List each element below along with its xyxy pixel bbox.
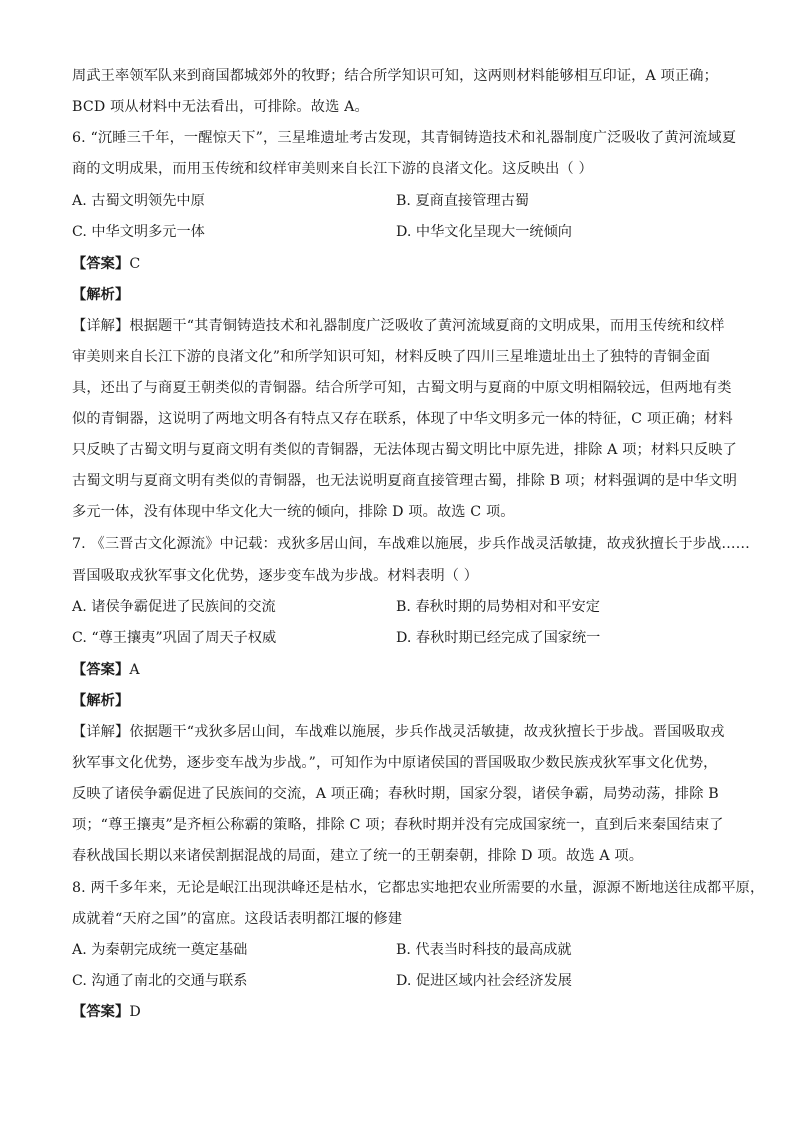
q5-explanation-line: BCD 项从材料中无法看出，可排除。故选 A。 (72, 99, 369, 115)
q6-option-c: C. 中华文明多元一体 (72, 224, 205, 240)
q7-option-b: B. 春秋时期的局势相对和平安定 (396, 599, 600, 615)
q7-analysis-label: 【解析】 (72, 693, 130, 709)
q6-detail-line: 【详解】根据题干“其青铜铸造技术和礼器制度广泛吸收了黄河流域夏商的文明成果，而用玉传统和纹样 (72, 318, 725, 334)
q6-detail-line: 审美则来自长江下游的良渚文化”和所学知识可知，材料反映了四川三星堆遗址出土了独特的青铜金面 (72, 349, 711, 365)
q8-stem-line: 成就着“天府之国”的富庶。这段话表明都江堰的修建 (72, 911, 403, 927)
q7-detail-line: 【详解】依据题干“戎狄多居山间，车战难以施展，步兵作战灵活敏捷，故戎狄擅长于步战。晋国吸取戎 (72, 724, 725, 740)
q6-detail-line: 只反映了古蜀文明与夏商文明有类似的青铜器，无法体现古蜀文明比中原先进，排除 A 项；材料只反映了 (72, 442, 737, 458)
q6-detail-line: 古蜀文明与夏商文明有类似的青铜器，也无法说明夏商直接管理古蜀，排除 B 项；材料强调的是中华文明 (72, 473, 738, 489)
q8-option-b: B. 代表当时科技的最高成就 (396, 942, 572, 958)
q7-stem-line: 7. 《三晋古文化源流》中记载：戎狄多居山间，车战难以施展，步兵作战灵活敏捷，故戎狄擅长于步战…… (72, 536, 751, 552)
q6-answer (72, 254, 732, 274)
q6-option-b: B. 夏商直接管理古蜀 (396, 193, 529, 209)
answer-value: A (129, 662, 140, 678)
q5-explanation-line: 周武王率领军队来到商国都城郊外的牧野；结合所学知识可知，这两则材料能够相互印证，A 项正确； (72, 68, 718, 84)
q6-option-d: D. 中华文化呈现大一统倾向 (396, 224, 572, 240)
q8-stem-line: 8. 两千多年来，无论是岷江出现洪峰还是枯水，它都忠实地把农业所需要的水量，源源不断地送往成都平原， (72, 880, 765, 896)
q7-option-d: D. 春秋时期已经完成了国家统一 (396, 630, 601, 646)
q8-answer (72, 1002, 732, 1022)
q6-option-a: A. 古蜀文明领先中原 (72, 193, 205, 209)
q6-detail-line: 具，还出了与商夏王朝类似的青铜器。结合所学可知，古蜀文明与夏商的中原文明相隔较远，但两地有类 (72, 380, 732, 396)
q7-detail-line: 项；“尊王攘夷”是齐桓公称霸的策略，排除 C 项；春秋时期并没有完成国家统一，直到后来秦国结束了 (72, 817, 724, 833)
q7-option-c: C. “尊王攘夷”巩固了周天子权威 (72, 630, 277, 646)
q7-detail-line: 春秋战国长期以来诸侯割据混战的局面，建立了统一的王朝秦朝，排除 D 项。故选 A 项。 (72, 848, 644, 864)
q6-detail-line: 似的青铜器，这说明了两地文明各有特点又存在联系，体现了中华文明多元一体的特征，C 项正确；材料 (72, 411, 733, 427)
answer-label: 【答案】 (72, 256, 130, 272)
answer-label: 【答案】 (72, 1004, 130, 1020)
q6-detail-line: 多元一体，没有体现中华文化大一统的倾向，排除 D 项。故选 C 项。 (72, 504, 515, 520)
answer-value: C (129, 256, 141, 272)
q8-option-a: A. 为秦朝完成统一奠定基础 (72, 942, 248, 958)
q7-option-a: A. 诸侯争霸促进了民族间的交流 (72, 599, 276, 615)
q7-stem-line: 晋国吸取戎狄军事文化优势，逐步变车战为步战。材料表明（ ） (72, 568, 479, 584)
q7-answer (72, 660, 732, 680)
q8-option-d: D. 促进区域内社会经济发展 (396, 973, 572, 989)
q7-detail-line: 狄军事文化优势，逐步变车战为步战。”，可知作为中原诸侯国的晋国吸取少数民族戎狄军事文化优势， (72, 755, 718, 771)
answer-value: D (129, 1004, 141, 1020)
q6-analysis-label: 【解析】 (72, 287, 130, 303)
q7-detail-line: 反映了诸侯争霸促进了民族间的交流，A 项正确；春秋时期，国家分裂，诸侯争霸，局势动荡，排除 B (72, 786, 719, 802)
answer-label: 【答案】 (72, 662, 130, 678)
q6-stem-line: 6. “沉睡三千年，一醒惊天下”，三星堆遗址考古发现，其青铜铸造技术和礼器制度广泛吸收了黄河流域夏 (72, 130, 737, 146)
q8-option-c: C. 沟通了南北的交通与联系 (72, 973, 248, 989)
q6-stem-line: 商的文明成果，而用玉传统和纹样审美则来自长江下游的良渚文化。这反映出（ ） (72, 161, 593, 177)
